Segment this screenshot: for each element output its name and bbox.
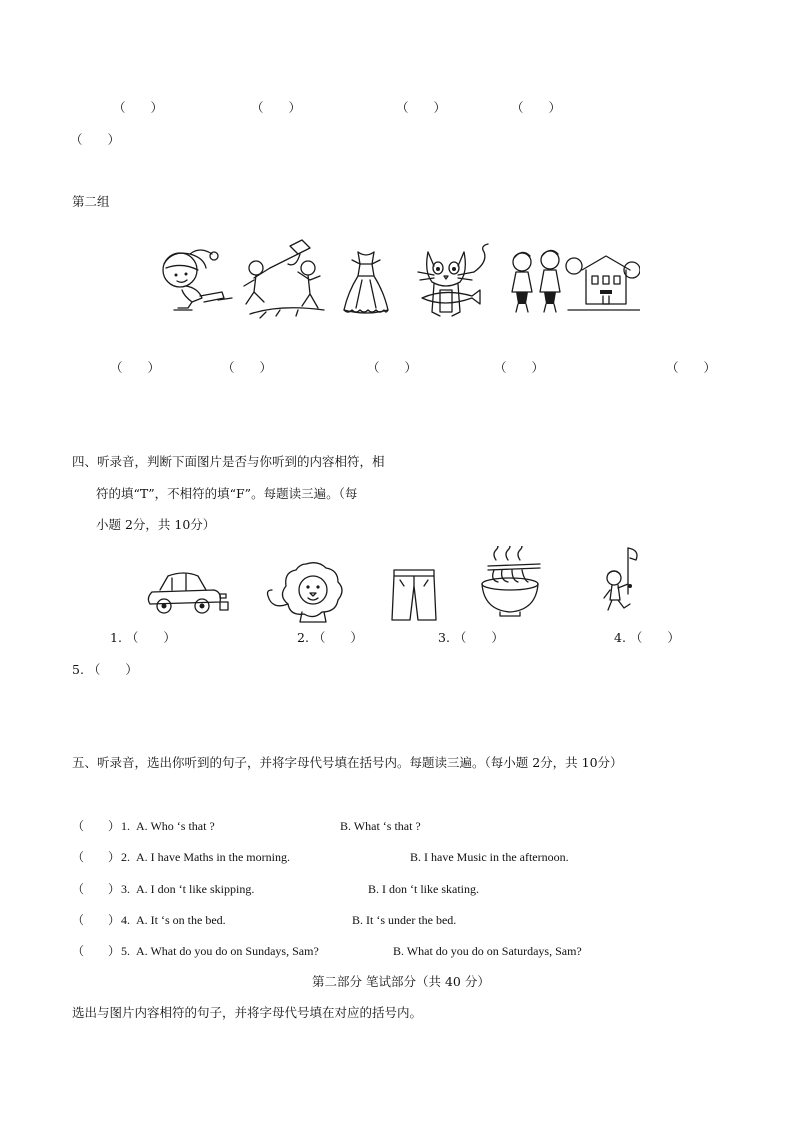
answer-bracket[interactable]: （ ） bbox=[70, 132, 121, 147]
option-a: A. It ‘s on the bed. bbox=[136, 913, 226, 927]
child-singing-icon bbox=[600, 544, 646, 616]
answer-bracket[interactable]: （ ） bbox=[72, 913, 121, 927]
option-a: A. Who ‘s that ? bbox=[136, 819, 215, 833]
question-number: 1. bbox=[121, 819, 130, 833]
section-4-instruction-cont: 符的填“T”，不相符的填“F”。每题读三遍。（每 bbox=[96, 486, 358, 501]
answer-bracket[interactable]: 1. （ ） bbox=[110, 630, 176, 645]
answer-bracket[interactable]: （ ） bbox=[110, 360, 161, 375]
lion-icon bbox=[266, 560, 356, 624]
part-2-instruction: 选出与图片内容相符的句子，并将字母代号填在对应的括号内。 bbox=[72, 1005, 423, 1020]
option-b: B. It ‘s under the bed. bbox=[352, 913, 457, 927]
group-title: 第二组 bbox=[72, 194, 110, 209]
option-b: B. What do you do on Saturdays, Sam? bbox=[393, 944, 582, 958]
option-b: B. What ‘s that ? bbox=[340, 819, 421, 833]
answer-bracket[interactable]: （ ） bbox=[72, 819, 121, 833]
answer-bracket[interactable]: （ ） bbox=[72, 944, 121, 958]
trousers-icon bbox=[390, 568, 438, 622]
answer-bracket[interactable]: （ ） bbox=[251, 100, 302, 115]
section-4-score: 小题 2分，共 10分） bbox=[96, 517, 216, 532]
toy-car-icon bbox=[144, 568, 230, 618]
answer-bracket[interactable]: 4. （ ） bbox=[614, 630, 680, 645]
children-going-to-school-icon bbox=[508, 244, 640, 316]
question-number: 3. bbox=[121, 882, 130, 896]
answer-bracket[interactable]: （ ） bbox=[666, 360, 717, 375]
noodles-bowl-icon bbox=[478, 546, 544, 620]
section-4-instruction: 四、听录音，判断下面图片是否与你听到的内容相符，相 bbox=[72, 454, 385, 469]
answer-bracket[interactable]: （ ） bbox=[113, 100, 164, 115]
kite-flying-icon bbox=[240, 238, 328, 320]
answer-bracket[interactable]: 2. （ ） bbox=[297, 630, 363, 645]
question-number: 4. bbox=[121, 913, 130, 927]
option-b: B. I don ‘t like skating. bbox=[368, 882, 479, 896]
answer-bracket[interactable]: （ ） bbox=[511, 100, 562, 115]
skating-child-icon bbox=[152, 248, 234, 316]
part-2-title: 第二部分 笔试部分（共 40 分） bbox=[312, 974, 490, 989]
answer-bracket[interactable]: 3. （ ） bbox=[438, 630, 504, 645]
section-5-instruction: 五、听录音，选出你听到的句子，并将字母代号填在括号内。每题读三遍。（每小题 2分，共 10分） bbox=[72, 755, 623, 770]
answer-bracket[interactable]: （ ） bbox=[494, 360, 545, 375]
answer-bracket[interactable]: （ ） bbox=[222, 360, 273, 375]
question-number: 5. bbox=[121, 944, 130, 958]
option-a: A. What do you do on Sundays, Sam? bbox=[136, 944, 319, 958]
answer-bracket[interactable]: （ ） bbox=[367, 360, 418, 375]
option-a: A. I don ‘t like skipping. bbox=[136, 882, 255, 896]
answer-bracket[interactable]: （ ） bbox=[72, 850, 121, 864]
answer-bracket[interactable]: （ ） bbox=[72, 882, 121, 896]
question-number: 2. bbox=[121, 850, 130, 864]
option-a: A. I have Maths in the morning. bbox=[136, 850, 290, 864]
answer-bracket[interactable]: （ ） bbox=[396, 100, 447, 115]
answer-bracket[interactable]: 5. （ ） bbox=[72, 662, 138, 677]
cat-with-fish-icon bbox=[414, 242, 494, 320]
dress-icon bbox=[340, 248, 392, 318]
option-b: B. I have Music in the afternoon. bbox=[410, 850, 569, 864]
